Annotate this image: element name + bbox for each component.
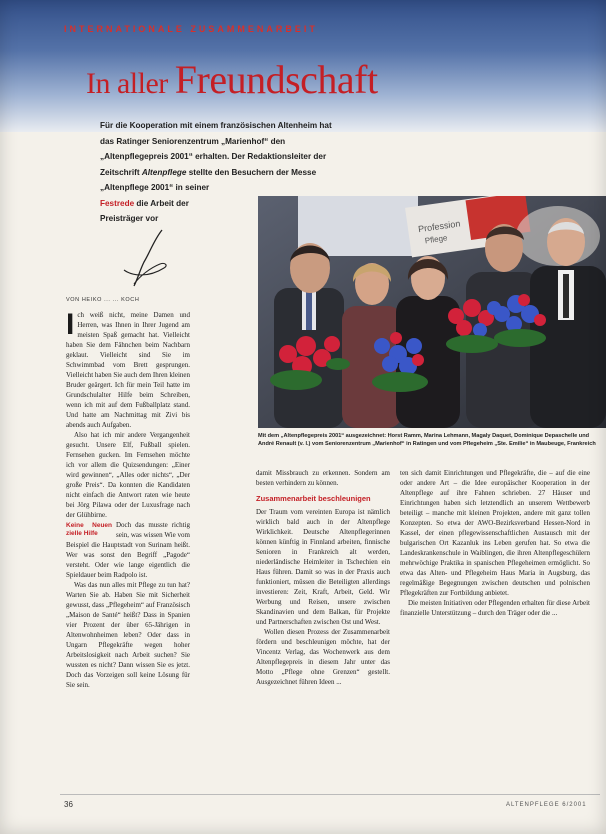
paragraph: Wollen diesen Prozess der Zusammenarbeit fördern und beschleunigen möchte, hat der Vincentz Verlag, das Wochenwerk aus dem Altenpflegepreis in diesem Jahr unter das Motto „Pflege ohne Grenzen“ gestellt. Ausgezeichnet führen Ideen ... bbox=[256, 628, 390, 686]
lead-line: Für die Kooperation mit einem französischen Altenheim hat bbox=[100, 121, 332, 130]
pull-quote: Keine Neuen zielle Hilfe bbox=[66, 522, 112, 537]
photo-illustration bbox=[258, 196, 606, 428]
magazine-footer: ALTENPFLEGE 6/2001 bbox=[506, 802, 587, 808]
paragraph: Was das nun alles mit Pflege zu tun hat? Warten Sie ab. Haben Sie mit Sicherheit gewusst, dass „Pflegeheim“ auf Französisch „Maison de Santé“ heißt? Dass in Spanien vier Prozent der über 65-Jährigen in Altenwohnheimen leben? Oder dass in Ungarn Pflegekräfte wegen hoher Arbeitslosigkeit nach Arbeit suchen? Sie wussten es nicht? Dann wissen Sie es jetzt. Doch das Vorzeigen soll keine Lösung für Sie sein. bbox=[66, 581, 190, 689]
award-photo bbox=[258, 196, 606, 428]
magazine-name: Altenpflege bbox=[141, 167, 187, 177]
footer-rule bbox=[60, 794, 600, 795]
title-part-a: In aller bbox=[86, 67, 175, 100]
page-number: 36 bbox=[64, 800, 73, 809]
drop-cap: I bbox=[66, 310, 75, 341]
lead-text: stellte den Besuchern der Messe bbox=[186, 167, 317, 177]
banner-text: Pflege bbox=[424, 233, 448, 246]
banner-text: Profession bbox=[417, 218, 461, 235]
paragraph: Die meisten Initiativen oder Pflegenden erhalten für diese Arbeit finanzielle Unterstützung – durch den Träger oder die ... bbox=[400, 599, 590, 617]
author-signature bbox=[104, 226, 184, 290]
lead-line: „Altenpflege 2001“ in seiner bbox=[100, 183, 210, 192]
byline: VON HEIKO ... ... KOCH bbox=[66, 297, 140, 303]
paragraph: Der Traum vom vereinten Europa ist nämlich wirklich bald auch in der Altenpflege Wirklichkeit. Deutsche Altenpflegerinnen können künftig in Finnland arbeiten, finnische Senioren in Frankreich alt werden, niederländische Heimleiter in Tschechien ein Haus führen. Damit so was in der Praxis auch funktioniert, müssen die Beteiligten allerdings investieren: Zeit, Kraft, Arbeit, Geld. Wir Werbung und Reisen, unsere zwischen Skandinavien und dem Balkan, für Projekte und Partnerschaften zwischen Ost und West. bbox=[256, 508, 390, 626]
title-part-b: Freundschaft bbox=[174, 57, 378, 102]
text-column-3 bbox=[400, 468, 590, 788]
lead-line: „Altenpflegepreis 2001“ erhalten. Der Redaktionsleiter der bbox=[100, 152, 327, 161]
lead-line bbox=[100, 165, 430, 181]
festrede-highlight: Festrede bbox=[100, 198, 135, 208]
paragraph: Also hat ich mir andere Vergangenheit gesucht. Unsere Elf, Fußball spielen. Fernsehen gucken. Im Fernsehen möchte ich vor allem die Quizsendungen: „Einer wird gewinnen“, „Alles oder nichts“, „Der große Preis“. Da konnten die Kandidaten nicht einfach die Antwort raten wie heute bei Jörg Pilawa oder der Luxusfrage nach der Glühbirne. bbox=[66, 431, 190, 519]
text-column-1 bbox=[66, 310, 190, 780]
paragraph: Doch das musste richtig sein, was wissen Wie vom Beispiel die Hauptstadt von Surinam heißt. Wer was sonst den Begriff „Pagode“ versteht. Oder wie lange eigentlich die Spieldauer beim Radpolo ist. bbox=[66, 521, 190, 579]
article-title bbox=[86, 56, 378, 103]
subheading: Zusammenarbeit beschleunigen bbox=[256, 494, 371, 503]
lead-text: die Arbeit der bbox=[134, 198, 189, 208]
paragraph: ch weiß nicht, meine Damen und Herren, was Ihnen in Ihrer Jugend am meisten Spaß gemacht hat. Vielleicht haben Sie dem Fähnchen beim Nachbarn geklaut. Vielleicht sind Sie im Schwimmbad vom Brett gesprungen. Vielleicht haben Sie auch dem Ihren kleinen Bruder geärgert. Ich für mein Teil hatte im Grundschulalter Hilfe beim Schreiben, wenn ich mit auf dem Fußballplatz stand. Und hatte am Nachmittag mit Zivi bis abends auch Aufgaben. bbox=[66, 311, 190, 429]
lead-text: Zeitschrift bbox=[100, 167, 142, 177]
text-column-2 bbox=[256, 468, 390, 788]
section-kicker: INTERNATIONALE ZUSAMMENARBEIT bbox=[64, 24, 318, 34]
photo-caption: Mit dem „Altenpflegepreis 2001“ ausgezeichnet: Horst Ramm, Marina Lehmann, Magaly Daquet, Dominique Depaschelle und André Renault (v. l.) vom Seniorenzentrum „Marienhof“ in Ratingen und vom Pflegeheim „Ste. Emilie“ in Maubeuge, Frankreich bbox=[258, 433, 596, 447]
lead-line: das Ratinger Seniorenzentrum „Marienhof“ den bbox=[100, 136, 286, 146]
paragraph: ten sich damit Einrichtungen und Pflegekräfte, die – auf die eine oder andere Art – die Idee europäischer Kooperation in der Altenpflege auf ihre Fahnen schrieben. 27 Häuser und Einrichtungen haben sich letztendlich an unserem Wettbewerb beteiligt – manche mit kleinen Projekten, andere mit ganz tollen Konzepten. So etwa der AWO-Bezirksverband Hessen-Nord in Kassel, der einen pflegewissenschaftlichen Austausch mit der bulgarischen Ort Kazanluk ins Leben gerufen hat. So etwa die Landeskrankenschule in Waiblingen, die ihren Altenpflegeschülern mehrwöchige Praktika in spanischen Pflegeheimen ermöglicht. So etwa das Alten- und Pflegeheim Haus Maria in Augsburg, das regelmäßige Begegnungen zwischen deutschen und polnischen Pflegekräften zur Fortbildung anbietet. bbox=[400, 469, 590, 597]
lead-line: Preisträger vor bbox=[100, 214, 159, 223]
paragraph: damit Missbrauch zu erkennen. Sondern am besten verhindern zu können. bbox=[256, 469, 390, 487]
